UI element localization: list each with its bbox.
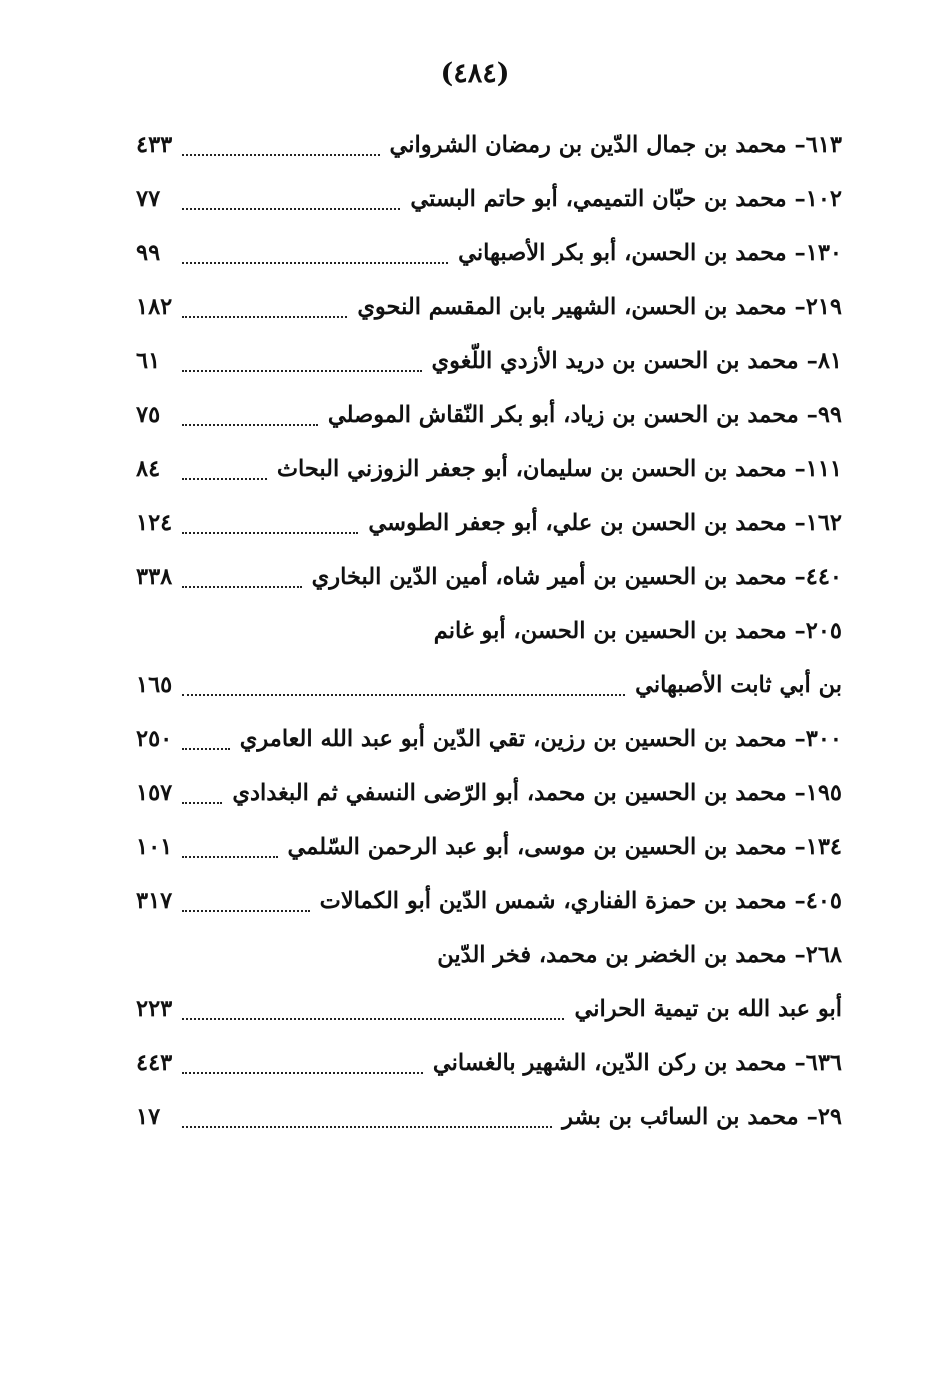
dot-leader bbox=[182, 586, 302, 588]
index-entry bbox=[136, 1090, 842, 1144]
entry-page-number: ١٠١ bbox=[136, 834, 173, 860]
entry-name: ١٣٤– محمد بن الحسين بن موسى، أبو عبد الرحمن السّلمي bbox=[287, 834, 842, 860]
entry-page-number: ١٥٧ bbox=[136, 780, 173, 806]
entry-name: ١٠٢– محمد بن حبّان التميمي، أبو حاتم البستي bbox=[410, 186, 842, 212]
dot-leader bbox=[182, 748, 230, 750]
dot-leader bbox=[182, 424, 318, 426]
dot-leader bbox=[182, 1072, 423, 1074]
entry-name: ٤٤٠– محمد بن الحسين بن أمير شاه، أمين الدّين البخاري bbox=[311, 564, 842, 590]
dot-leader bbox=[182, 1018, 564, 1020]
index-entry bbox=[136, 550, 842, 604]
entry-name: ١٣٠– محمد بن الحسن، أبو بكر الأصبهاني bbox=[458, 240, 842, 266]
entry-page-number: ١٧ bbox=[136, 1104, 161, 1130]
entry-name: ٢٩– محمد بن السائب بن بشر bbox=[562, 1104, 842, 1130]
entry-name: ٦١٣– محمد بن جمال الدّين بن رمضان الشرواني bbox=[389, 132, 842, 158]
entry-page-number: ٤٤٣ bbox=[136, 1050, 173, 1076]
entry-name: ٣٠٠– محمد بن الحسين بن رزين، تقي الدّين أبو عبد الله العامري bbox=[239, 726, 842, 752]
index-entry bbox=[136, 928, 842, 982]
index-entry bbox=[136, 604, 842, 658]
index-entry bbox=[136, 442, 842, 496]
entry-name: ١٩٥– محمد بن الحسين بن محمد، أبو الرّضى النسفي ثم البغدادي bbox=[232, 780, 842, 806]
entry-name: ١١١– محمد بن الحسن بن سليمان، أبو جعفر الزوزني البحاث bbox=[276, 456, 842, 482]
entry-page-number: ٣١٧ bbox=[136, 888, 173, 914]
index-entry bbox=[136, 280, 842, 334]
entry-page-number: ٦١ bbox=[136, 348, 161, 374]
dot-leader bbox=[182, 478, 267, 480]
entry-name: ٤٠٥– محمد بن حمزة الفناري، شمس الدّين أبو الكمالات bbox=[319, 888, 842, 914]
dot-leader bbox=[182, 532, 358, 534]
entry-name: ٢٦٨– محمد بن الخضر بن محمد، فخر الدّين bbox=[437, 942, 842, 968]
entry-name: أبو عبد الله بن تيمية الحراني bbox=[574, 996, 842, 1022]
dot-leader bbox=[182, 1126, 552, 1128]
dot-leader bbox=[182, 802, 222, 804]
dot-leader bbox=[182, 856, 278, 858]
dot-leader bbox=[182, 208, 400, 210]
index-entry bbox=[136, 388, 842, 442]
entry-page-number: ١٢٤ bbox=[136, 510, 173, 536]
entry-page-number: ٧٧ bbox=[136, 186, 161, 212]
dot-leader bbox=[182, 370, 422, 372]
dot-leader bbox=[182, 262, 448, 264]
entry-name: ٦٣٦– محمد بن ركن الدّين، الشهير بالغساني bbox=[432, 1050, 842, 1076]
index-entry bbox=[136, 496, 842, 550]
index-entry bbox=[136, 118, 842, 172]
entry-page-number: ٣٣٨ bbox=[136, 564, 173, 590]
index-entry bbox=[136, 172, 842, 226]
entry-page-number: ٢٢٣ bbox=[136, 996, 173, 1022]
entry-page-number: ٩٩ bbox=[136, 240, 161, 266]
entry-name: ٢١٩– محمد بن الحسن، الشهير بابن المقسم النحوي bbox=[357, 294, 842, 320]
entry-name: ٢٠٥– محمد بن الحسين بن الحسن، أبو غانم bbox=[433, 618, 842, 644]
entry-page-number: ٨٤ bbox=[136, 456, 161, 482]
entry-page-number: ٢٥٠ bbox=[136, 726, 173, 752]
index-entry bbox=[136, 658, 842, 712]
dot-leader bbox=[182, 316, 347, 318]
entry-name: بن أبي ثابت الأصبهاني bbox=[635, 672, 842, 698]
index-entry bbox=[136, 766, 842, 820]
entry-page-number: ١٦٥ bbox=[136, 672, 173, 698]
page-number: (٤٨٤) bbox=[440, 58, 510, 89]
dot-leader bbox=[182, 694, 625, 696]
dot-leader bbox=[182, 910, 310, 912]
index-entry bbox=[136, 874, 842, 928]
index-entry bbox=[136, 712, 842, 766]
index-entry bbox=[136, 226, 842, 280]
entry-page-number: ٧٥ bbox=[136, 402, 161, 428]
index-entry bbox=[136, 1036, 842, 1090]
dot-leader bbox=[182, 154, 380, 156]
entry-name: ٨١– محمد بن الحسن بن دريد الأزدي اللّغوي bbox=[431, 348, 842, 374]
entry-page-number: ١٨٢ bbox=[136, 294, 173, 320]
index-entry bbox=[136, 820, 842, 874]
index-entry bbox=[136, 982, 842, 1036]
index-entries-list bbox=[136, 118, 842, 1144]
entry-page-number: ٤٣٣ bbox=[136, 132, 173, 158]
entry-name: ٩٩– محمد بن الحسن بن زياد، أبو بكر النّقاش الموصلي bbox=[327, 402, 842, 428]
entry-name: ١٦٢– محمد بن الحسن بن علي، أبو جعفر الطوسي bbox=[368, 510, 842, 536]
index-entry bbox=[136, 334, 842, 388]
